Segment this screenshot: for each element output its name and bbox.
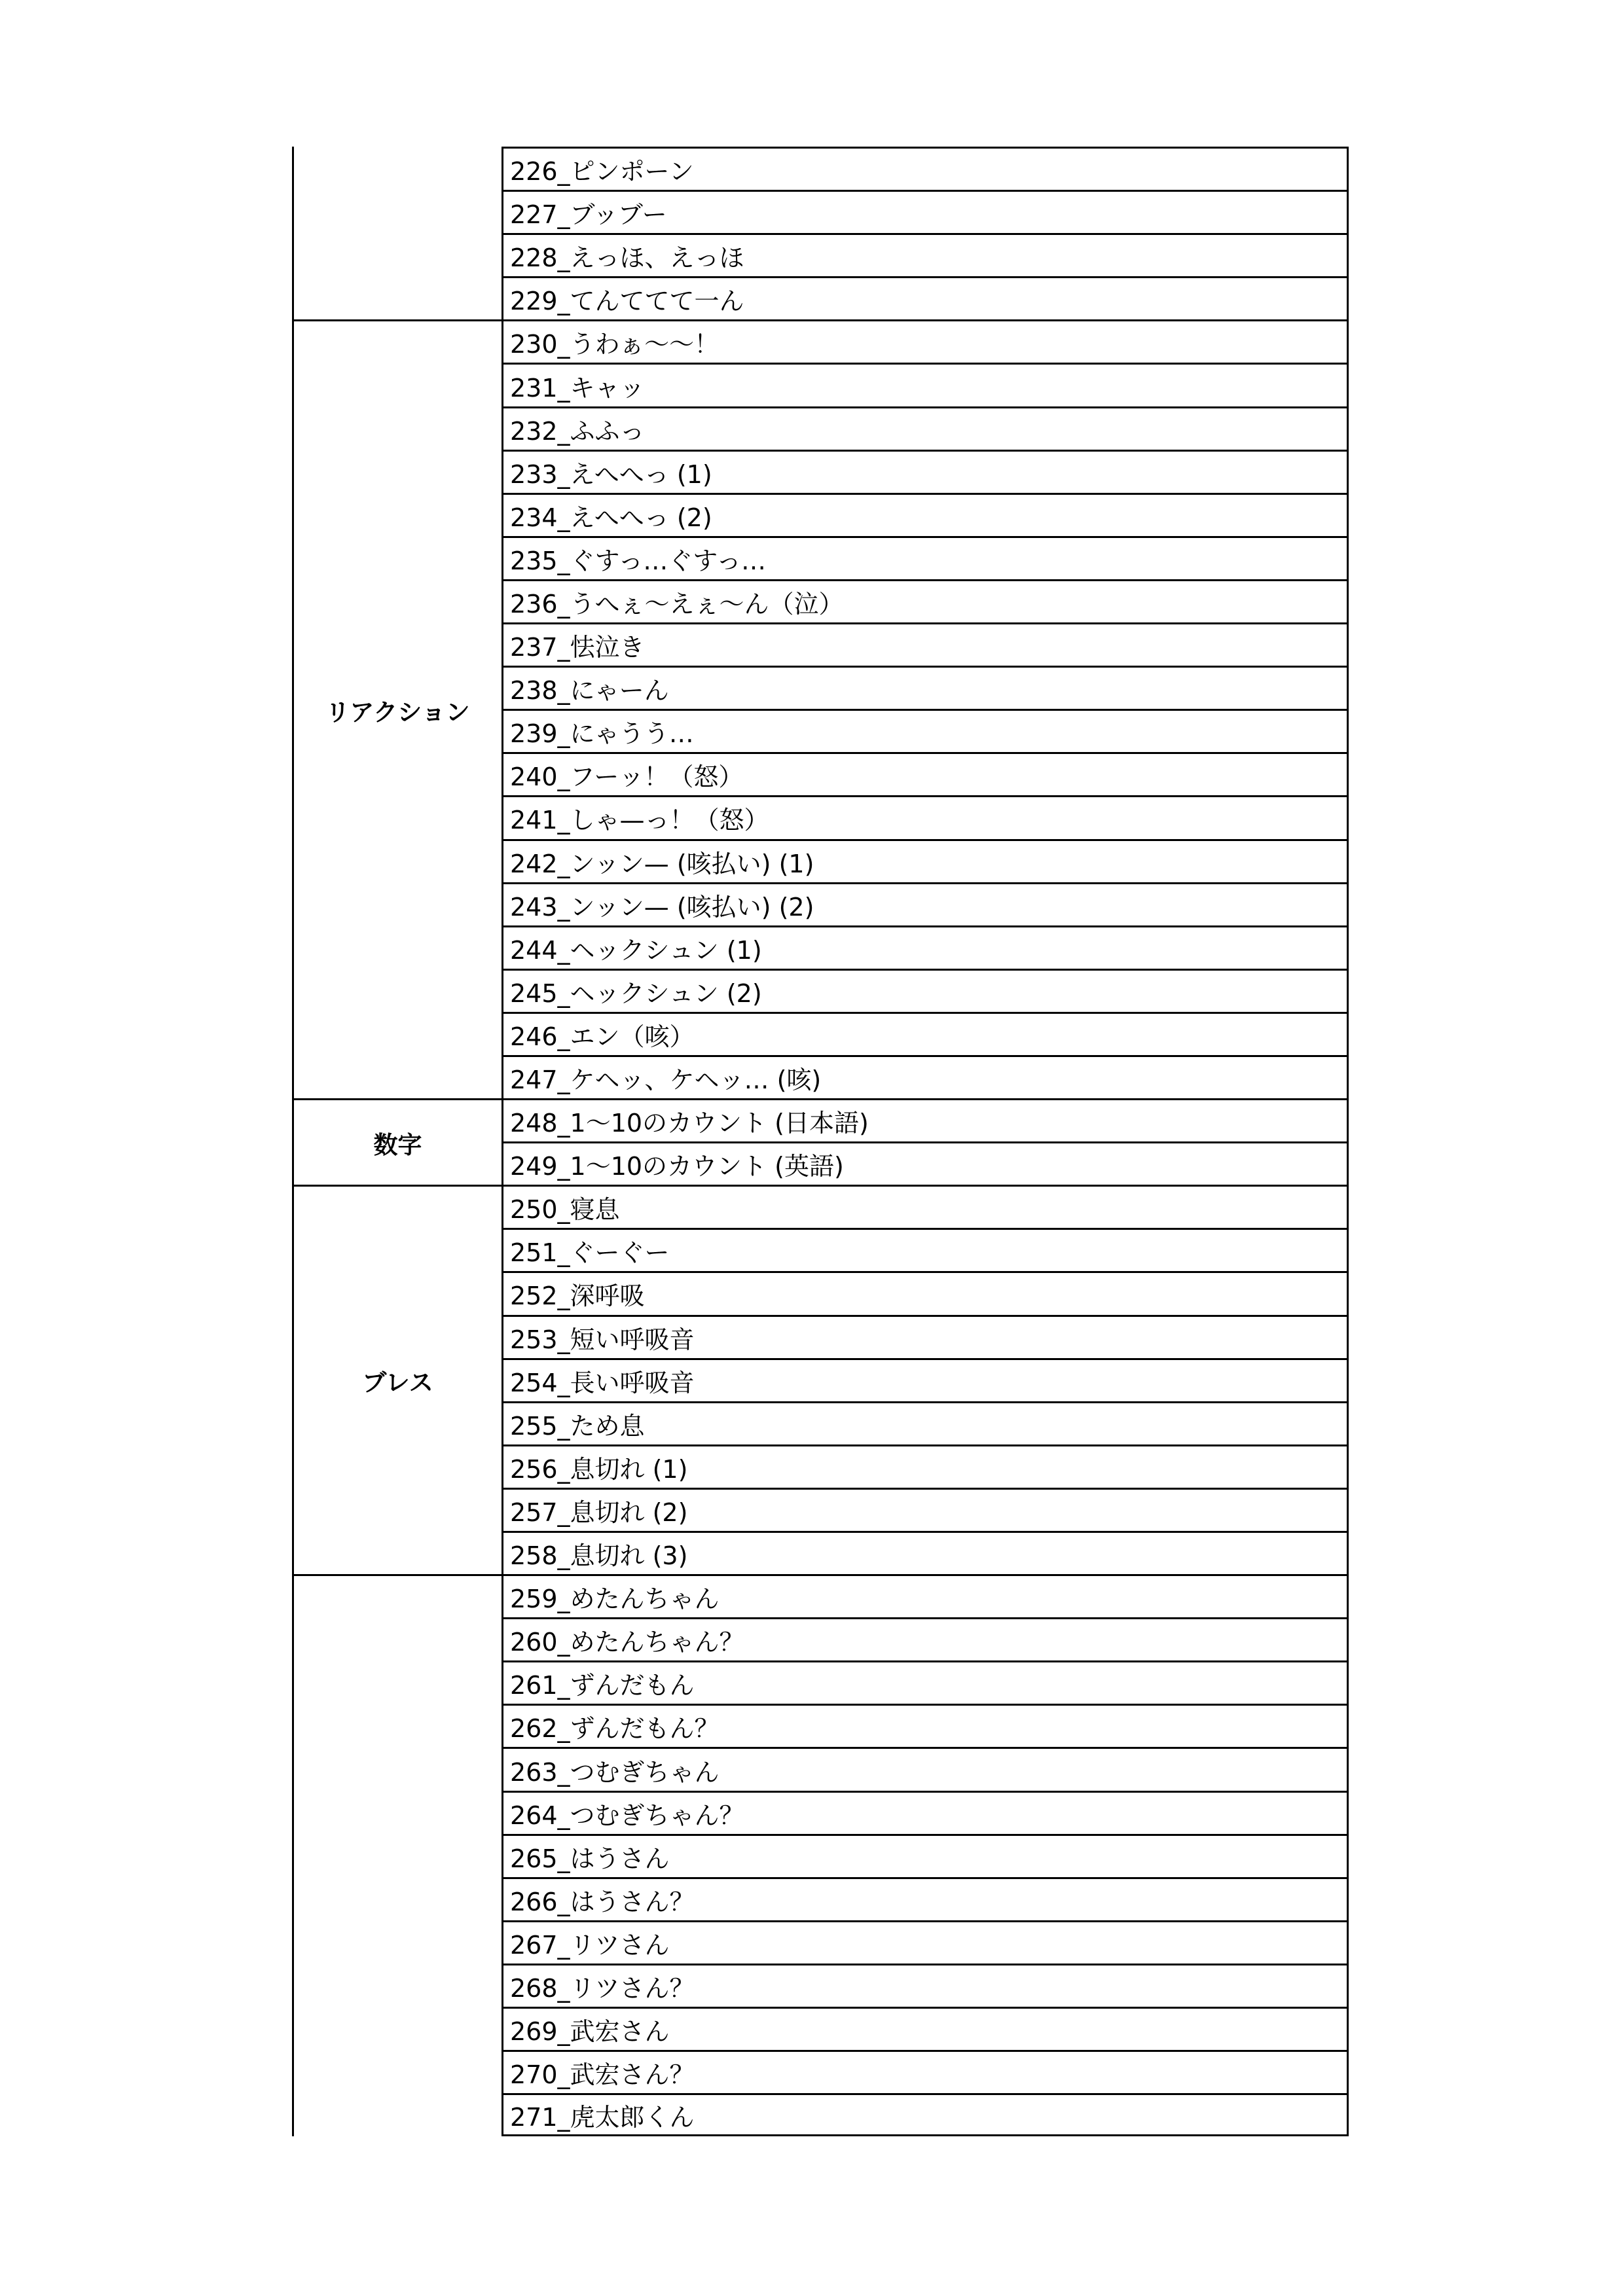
table-row: 240_フーッ！（怒） (501, 752, 1349, 795)
table-row: 258_息切れ (3) (501, 1531, 1349, 1574)
table-row: 228_えっほ、えっほ (501, 233, 1349, 276)
table-row: 244_ヘックシュン (1) (501, 925, 1349, 969)
table-row: 252_深呼吸 (501, 1271, 1349, 1314)
table-row: 245_ヘックシュン (2) (501, 969, 1349, 1012)
table-row: 251_ぐーぐー (501, 1228, 1349, 1271)
table-row: 266_はうさん？ (501, 1877, 1349, 1920)
item-list (501, 1574, 1349, 2136)
category-label: ブレス (292, 1185, 501, 1574)
table-row: 257_息切れ (2) (501, 1488, 1349, 1531)
category-group (292, 1185, 1349, 1574)
table-row: 259_めたんちゃん (501, 1574, 1349, 1617)
table-row: 238_にゃーん (501, 666, 1349, 709)
category-group (292, 1574, 1349, 2136)
table-row: 248_1〜10のカウント (日本語) (501, 1098, 1349, 1141)
table-row: 271_虎太郎くん (501, 2093, 1349, 2136)
table-row: 256_息切れ (1) (501, 1444, 1349, 1488)
item-list (501, 1098, 1349, 1185)
table-row: 227_ブッブー (501, 190, 1349, 233)
table-row: 255_ため息 (501, 1401, 1349, 1444)
table-row: 247_ケヘッ、ケヘッ… (咳) (501, 1055, 1349, 1098)
table-row: 229_てんててて一ん (501, 276, 1349, 319)
category-group (292, 319, 1349, 1098)
table-row: 261_ずんだもん (501, 1660, 1349, 1704)
table-row: 267_リツさん (501, 1920, 1349, 1964)
table-row: 242_ンッン— (咳払い) (1) (501, 839, 1349, 882)
table-row: 269_武宏さん (501, 2007, 1349, 2050)
table-row: 262_ずんだもん？ (501, 1704, 1349, 1747)
category-group (292, 147, 1349, 319)
table-row: 243_ンッン— (咳払い) (2) (501, 882, 1349, 925)
table-row: 264_つむぎちゃん？ (501, 1791, 1349, 1834)
table-row: 260_めたんちゃん？ (501, 1617, 1349, 1660)
category-label: 数字 (292, 1098, 501, 1185)
table-row: 235_ぐすっ…ぐすっ… (501, 536, 1349, 579)
table-row: 265_はうさん (501, 1834, 1349, 1877)
table-row: 249_1〜10のカウント (英語) (501, 1141, 1349, 1185)
table-row: 236_うへぇ〜えぇ〜ん（泣） (501, 579, 1349, 622)
table-row: 234_えへへっ (2) (501, 493, 1349, 536)
item-list (501, 147, 1349, 319)
table-row: 270_武宏さん？ (501, 2050, 1349, 2093)
item-list (501, 1185, 1349, 1574)
table-row: 232_ふふっ (501, 406, 1349, 450)
table-row: 237_怯泣き (501, 622, 1349, 666)
table-row: 239_にゃうう… (501, 709, 1349, 752)
table-row: 268_リツさん？ (501, 1964, 1349, 2007)
item-list (501, 319, 1349, 1098)
table-row: 241_しゃ—っ！（怒） (501, 795, 1349, 838)
table-row: 263_つむぎちゃん (501, 1747, 1349, 1790)
table-row: 230_うわぁ〜〜！ (501, 319, 1349, 363)
category-group (292, 1098, 1349, 1185)
voice-list-table (292, 147, 1349, 2136)
category-label (292, 147, 501, 319)
category-label: リアクション (292, 319, 501, 1098)
table-row: 250_寝息 (501, 1185, 1349, 1228)
table-row: 231_キャッ (501, 363, 1349, 406)
table-row: 253_短い呼吸音 (501, 1315, 1349, 1358)
category-label (292, 1574, 501, 2136)
table-row: 254_長い呼吸音 (501, 1358, 1349, 1401)
table-row: 233_えへへっ (1) (501, 450, 1349, 493)
table-row: 226_ピンポーン (501, 147, 1349, 190)
table-row: 246_エン（咳） (501, 1012, 1349, 1055)
